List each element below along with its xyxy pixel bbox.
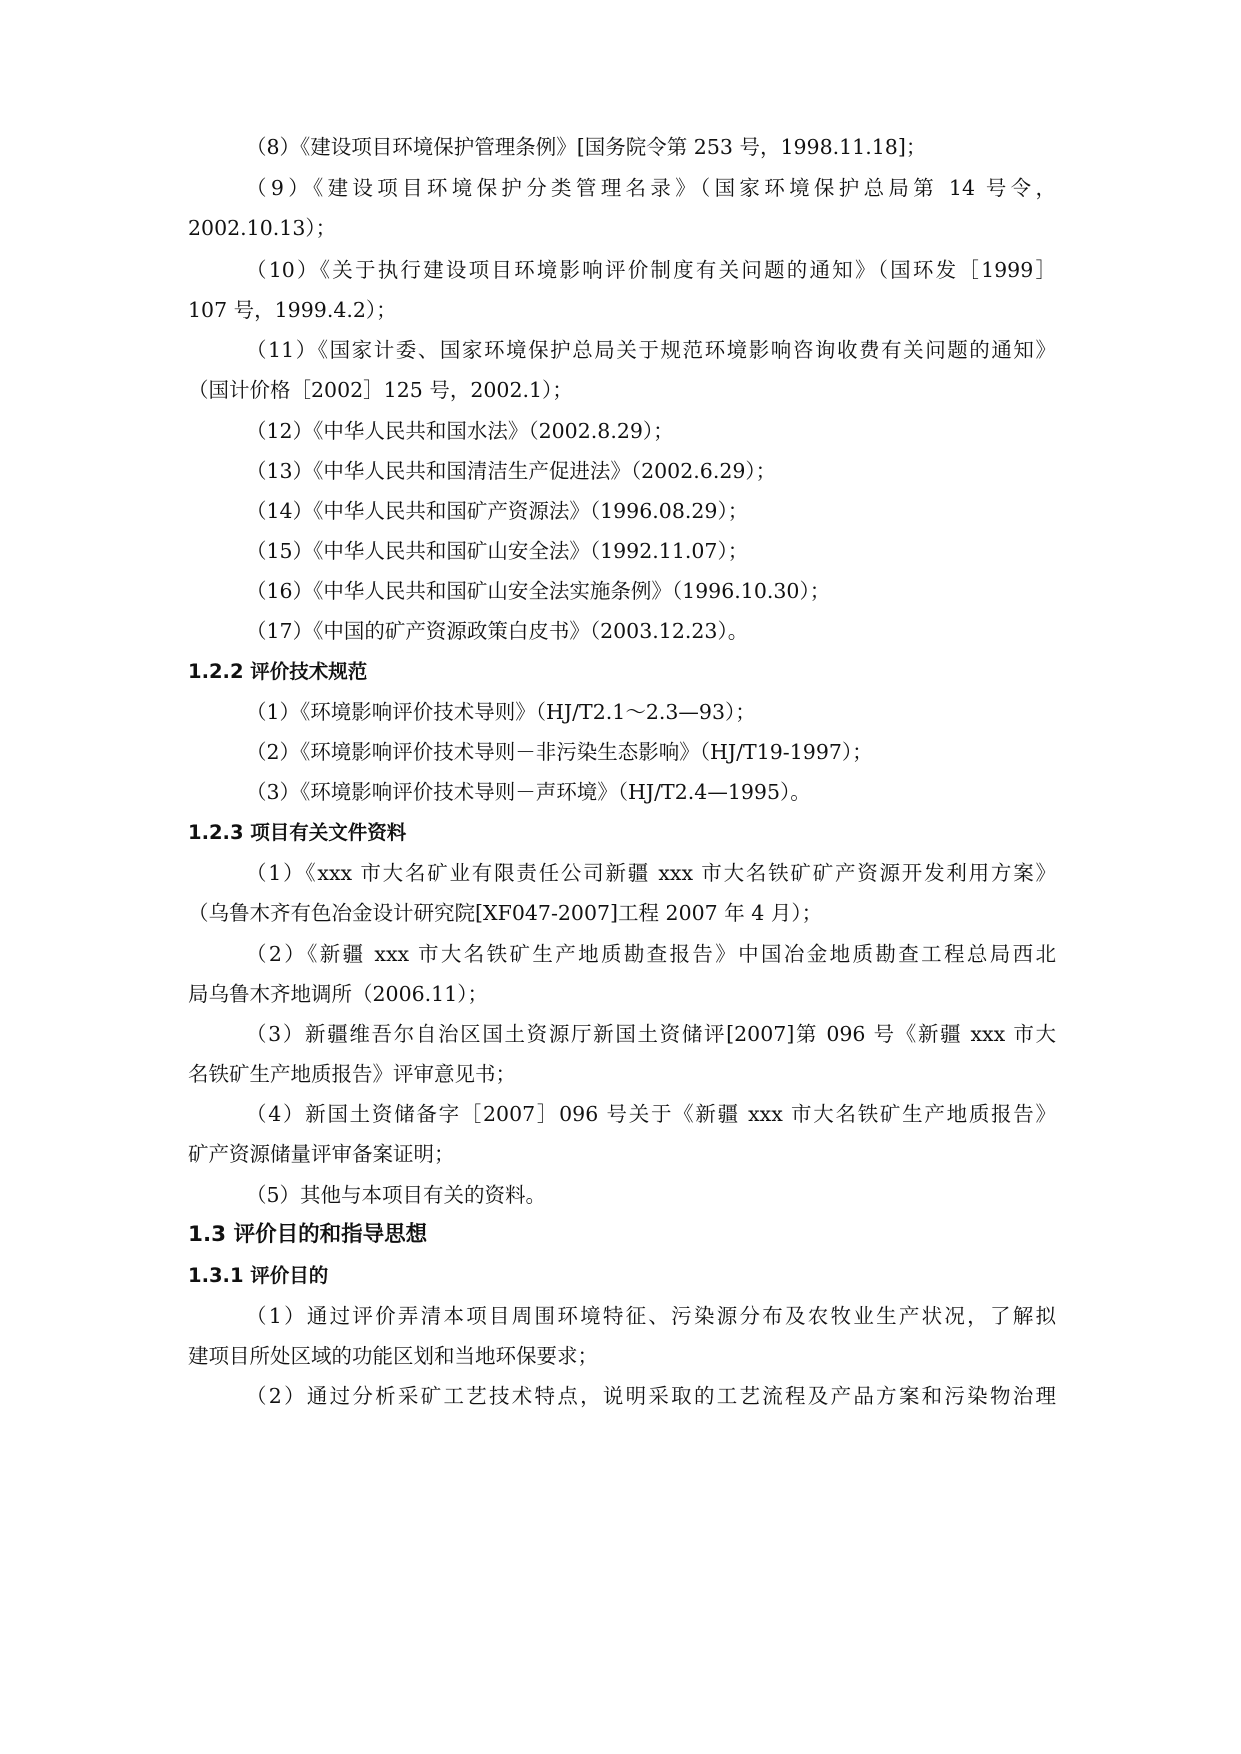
purpose-item-2: （2）通过分析采矿工艺技术特点，说明采取的工艺流程及产品方案和污染物治理	[246, 1384, 1056, 1408]
section-heading-1-2-3: 1.2.3 项目有关文件资料	[188, 821, 407, 844]
ref-item-13: （13）《中华人民共和国清洁生产促进法》（2002.6.29）；	[246, 459, 777, 483]
spec-item-1: （1）《环境影响评价技术导则》（HJ/T2.1～2.3—93）；	[246, 700, 756, 724]
doc-item-5: （5）其他与本项目有关的资料。	[246, 1183, 547, 1207]
doc-item-4-cont: 矿产资源储量评审备案证明；	[188, 1142, 455, 1166]
doc-item-1: （1）《xxx 市大名矿业有限责任公司新疆 xxx 市大名铁矿矿产资源开发利用方案》	[246, 861, 1056, 885]
ref-item-9: （9）《建设项目环境保护分类管理名录》（国家环境保护总局第 14 号令，	[246, 176, 1056, 200]
doc-item-1-cont: （乌鲁木齐有色冶金设计研究院[XF047-2007]工程 2007 年 4 月）；	[188, 901, 823, 925]
purpose-item-1-cont: 建项目所处区域的功能区划和当地环保要求；	[188, 1344, 598, 1368]
spec-item-3: （3）《环境影响评价技术导则－声环境》（HJ/T2.4—1995）。	[246, 780, 811, 804]
spec-item-2: （2）《环境影响评价技术导则－非污染生态影响》（HJ/T19-1997）；	[246, 740, 873, 764]
ref-item-11: （11）《国家计委、国家环境保护总局关于规范环境影响咨询收费有关问题的通知》	[246, 338, 1056, 362]
ref-item-11-cont: （国计价格［2002］125 号，2002.1）；	[188, 378, 573, 402]
ref-item-8: （8）《建设项目环境保护管理条例》[国务院令第 253 号，1998.11.18]；	[246, 135, 927, 159]
ref-item-10-cont: 107 号，1999.4.2）；	[188, 298, 397, 322]
doc-item-4: （4）新国土资储备字［2007］096 号关于《新疆 xxx 市大名铁矿生产地质报告》	[246, 1102, 1056, 1126]
ref-item-17: （17）《中国的矿产资源政策白皮书》（2003.12.23）。	[246, 619, 749, 643]
doc-item-3: （3）新疆维吾尔自治区国土资源厅新国土资储评[2007]第 096 号《新疆 xxx 市大	[246, 1022, 1056, 1046]
section-heading-1-3: 1.3 评价目的和指导思想	[188, 1222, 428, 1247]
ref-item-16: （16）《中华人民共和国矿山安全法实施条例》（1996.10.30）；	[246, 579, 831, 603]
doc-item-2-cont: 局乌鲁木齐地调所（2006.11）；	[188, 982, 489, 1006]
ref-item-12: （12）《中华人民共和国水法》（2002.8.29）；	[246, 419, 674, 443]
ref-item-9-cont: 2002.10.13）；	[188, 216, 337, 240]
doc-item-2: （2）《新疆 xxx 市大名铁矿生产地质勘查报告》中国冶金地质勘查工程总局西北	[246, 942, 1056, 966]
ref-item-10: （10）《关于执行建设项目环境影响评价制度有关问题的通知》（国环发［1999］	[246, 258, 1056, 282]
section-heading-1-3-1: 1.3.1 评价目的	[188, 1264, 329, 1287]
purpose-item-1: （1）通过评价弄清本项目周围环境特征、污染源分布及农牧业生产状况，了解拟	[246, 1304, 1056, 1328]
ref-item-15: （15）《中华人民共和国矿山安全法》（1992.11.07）；	[246, 539, 749, 563]
doc-item-3-cont: 名铁矿生产地质报告》评审意见书；	[188, 1062, 516, 1086]
ref-item-14: （14）《中华人民共和国矿产资源法》（1996.08.29）；	[246, 499, 749, 523]
section-heading-1-2-2: 1.2.2 评价技术规范	[188, 660, 368, 683]
